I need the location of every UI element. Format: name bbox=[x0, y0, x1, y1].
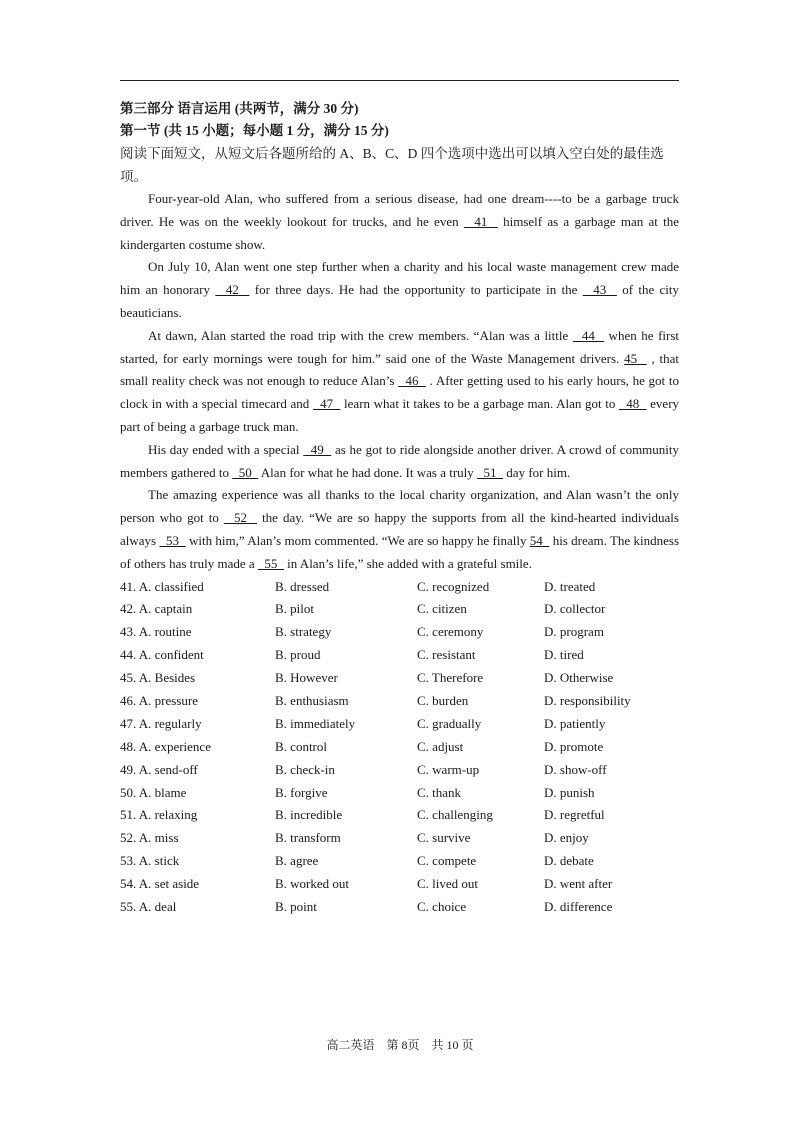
passage-text: himself as a garbage man at the kindergarten costume show. bbox=[120, 213, 679, 252]
answer-blank: 49 bbox=[303, 441, 332, 457]
option-choice: C. choice bbox=[417, 899, 467, 915]
option-choice: B. worked out bbox=[275, 876, 350, 892]
option-choice: 41. A. classified bbox=[120, 578, 204, 594]
option-choice: D. program bbox=[544, 624, 604, 640]
answer-blank: 48 bbox=[619, 396, 647, 412]
option-choice: B. proud bbox=[275, 647, 321, 663]
answer-blank: 54 bbox=[529, 532, 550, 548]
passage-text: His day ended with a special bbox=[148, 441, 304, 457]
option-choice: 51. A. relaxing bbox=[120, 807, 198, 823]
answer-blank: 43 bbox=[582, 282, 617, 298]
answer-blank: 52 bbox=[223, 510, 258, 526]
option-choice: 43. A. routine bbox=[120, 624, 192, 640]
answer-blank: 55 bbox=[257, 555, 284, 571]
option-choice: B. transform bbox=[275, 830, 341, 846]
option-choice: C. burden bbox=[417, 693, 469, 708]
option-choice: B. strategy bbox=[275, 624, 332, 640]
option-choice: B. control bbox=[275, 738, 327, 754]
passage-text: At dawn, Alan started the road trip with the crew members. “Alan was a little bbox=[148, 327, 573, 343]
option-choice: D. enjoy bbox=[544, 830, 589, 846]
option-choice: 50. A. blame bbox=[120, 784, 187, 800]
passage-text: his dream. The kindness of others has truly made a bbox=[120, 532, 680, 571]
answer-blank: 53 bbox=[159, 532, 186, 548]
question-options-row bbox=[120, 850, 679, 873]
option-choice: 45. A. Besides bbox=[120, 670, 196, 686]
option-choice: D. show-off bbox=[544, 761, 607, 777]
option-choice: D. Otherwise bbox=[544, 670, 614, 686]
option-choice: B. check-in bbox=[275, 761, 335, 777]
question-options-row bbox=[120, 736, 679, 759]
passage-text: with him,” Alan’s mom commented. “We are so happy he finally bbox=[185, 532, 530, 548]
option-choice: C. challenging bbox=[417, 807, 493, 823]
passage-text: learn what it takes to be a garbage man. Alan got to bbox=[340, 396, 619, 412]
option-choice: D. tired bbox=[544, 647, 584, 663]
document-body bbox=[120, 98, 679, 919]
option-choice: D. went after bbox=[544, 876, 613, 892]
passage-text: Alan for what he had done. It was a truly bbox=[258, 464, 478, 480]
question-options-row bbox=[120, 576, 679, 599]
option-choice: 47. A. regularly bbox=[120, 715, 202, 731]
option-choice: C. lived out bbox=[417, 876, 479, 892]
question-options-row bbox=[120, 713, 679, 736]
passage-text: the day. “We are so happy the supports from all the kind-hearted individuals always bbox=[120, 510, 679, 548]
option-choice: B. dressed bbox=[275, 578, 330, 594]
answer-blank: 51 bbox=[477, 464, 504, 480]
option-choice: C. survive bbox=[417, 830, 471, 846]
question-options-row bbox=[120, 873, 679, 896]
question-options-row bbox=[120, 644, 679, 667]
passage-text: for three days. He had the opportunity to participate in the bbox=[249, 282, 583, 298]
passage-paragraph bbox=[120, 256, 679, 324]
option-choice: D. collector bbox=[544, 601, 606, 617]
passage-paragraph bbox=[120, 484, 679, 575]
question-options-row bbox=[120, 690, 679, 713]
option-choice: C. ceremony bbox=[417, 624, 484, 640]
question-options-row bbox=[120, 827, 679, 850]
question-options-row bbox=[120, 782, 679, 805]
option-choice: D. responsibility bbox=[544, 693, 631, 708]
question-options-row bbox=[120, 759, 679, 782]
option-choice: C. gradually bbox=[417, 715, 482, 731]
question-options-row bbox=[120, 804, 679, 827]
passage-text: as he got to ride alongside another driver. A crowd of community members gathered to bbox=[120, 441, 680, 480]
question-options-row bbox=[120, 598, 679, 621]
passage-text: . After getting used to his early hours, he got to clock in with a special timecard and bbox=[120, 373, 679, 412]
option-choice: B. However bbox=[275, 670, 338, 686]
option-choice: C. recognized bbox=[417, 578, 490, 594]
option-choice: B. forgive bbox=[275, 784, 328, 800]
option-choice: C. adjust bbox=[417, 738, 464, 754]
option-choice: D. promote bbox=[544, 738, 604, 754]
answer-blank: 42 bbox=[215, 282, 250, 298]
option-choice: D. treated bbox=[544, 578, 596, 594]
answer-blank: 44 bbox=[572, 327, 605, 343]
option-choice: C. compete bbox=[417, 853, 477, 869]
option-choice: C. thank bbox=[417, 784, 462, 800]
question-options-row bbox=[120, 621, 679, 644]
passage-paragraph bbox=[120, 439, 679, 485]
option-choice: C. resistant bbox=[417, 647, 476, 663]
option-choice: 54. A. set aside bbox=[120, 876, 200, 892]
option-choice: 46. A. pressure bbox=[120, 693, 198, 708]
option-choice: 44. A. confident bbox=[120, 647, 204, 663]
option-choice: 52. A. miss bbox=[120, 830, 179, 846]
page-footer: 高二英语 第 8页 共 10 页 bbox=[326, 1038, 474, 1052]
subsection-title: 第一节 (共 15 小题；每小题 1 分，满分 15 分) bbox=[120, 123, 389, 138]
passage-text: The amazing experience was all thanks to the local charity organization, and Alan wasn’t the only person who got to bbox=[120, 487, 679, 526]
passage-text: of the city beauticians. bbox=[120, 282, 679, 320]
answer-blank: 41 bbox=[463, 213, 498, 229]
option-choice: B. enthusiasm bbox=[275, 693, 349, 708]
passage-text: when he first started, for early mornings were tough for him.” said one of the Waste Management drivers. bbox=[120, 327, 680, 366]
option-choice: 55. A. deal bbox=[120, 899, 177, 915]
option-choice: B. immediately bbox=[275, 715, 356, 731]
option-choice: B. agree bbox=[275, 853, 319, 869]
section-title: 第三部分 语言运用 (共两节，满分 30 分) bbox=[120, 101, 359, 116]
passage-text: , that small reality check was not enough to reduce Alan’s bbox=[120, 350, 679, 389]
header-rule bbox=[120, 80, 679, 81]
answer-blank: 47 bbox=[312, 396, 341, 412]
option-choice: D. debate bbox=[544, 853, 594, 869]
passage-paragraph bbox=[120, 188, 679, 256]
option-choice: 42. A. captain bbox=[120, 601, 193, 617]
question-options-row bbox=[120, 896, 679, 919]
option-choice: B. point bbox=[275, 899, 317, 915]
option-choice: D. punish bbox=[544, 784, 595, 800]
option-choice: C. Therefore bbox=[417, 670, 484, 686]
option-choice: C. citizen bbox=[417, 601, 467, 617]
passage bbox=[120, 188, 679, 576]
passage-text: in Alan’s life,” she added with a grateful smile. bbox=[283, 555, 532, 571]
answer-blank: 50 bbox=[232, 464, 259, 480]
answer-blank: 45 bbox=[624, 350, 647, 366]
question-options-row bbox=[120, 667, 679, 690]
passage-text: every part of being a garbage truck man. bbox=[120, 396, 680, 434]
option-choice: C. warm-up bbox=[417, 761, 480, 777]
options-list bbox=[120, 576, 679, 919]
option-choice: 53. A. stick bbox=[120, 853, 180, 869]
passage-text: day for him. bbox=[503, 464, 571, 480]
option-choice: B. pilot bbox=[275, 601, 315, 617]
passage-paragraph bbox=[120, 325, 679, 439]
option-choice: D. patiently bbox=[544, 715, 606, 731]
passage-text: On July 10, Alan went one step further when a charity and his local waste management crew made him an honorary bbox=[120, 259, 679, 298]
option-choice: D. regretful bbox=[544, 807, 605, 823]
option-choice: 48. A. experience bbox=[120, 738, 211, 754]
option-choice: B. incredible bbox=[275, 807, 343, 823]
option-choice: D. difference bbox=[544, 899, 613, 915]
answer-blank: 46 bbox=[398, 373, 426, 389]
passage-text: Four-year-old Alan, who suffered from a serious disease, had one dream----to be a garbage truck driver. He was on the weekly lookout for trucks, and he even bbox=[120, 191, 679, 229]
option-choice: 49. A. send-off bbox=[120, 761, 198, 777]
instructions: 阅读下面短文，从短文后各题所给的 A、B、C、D 四个选项中选出可以填入空白处的最佳选项。 bbox=[120, 146, 664, 184]
